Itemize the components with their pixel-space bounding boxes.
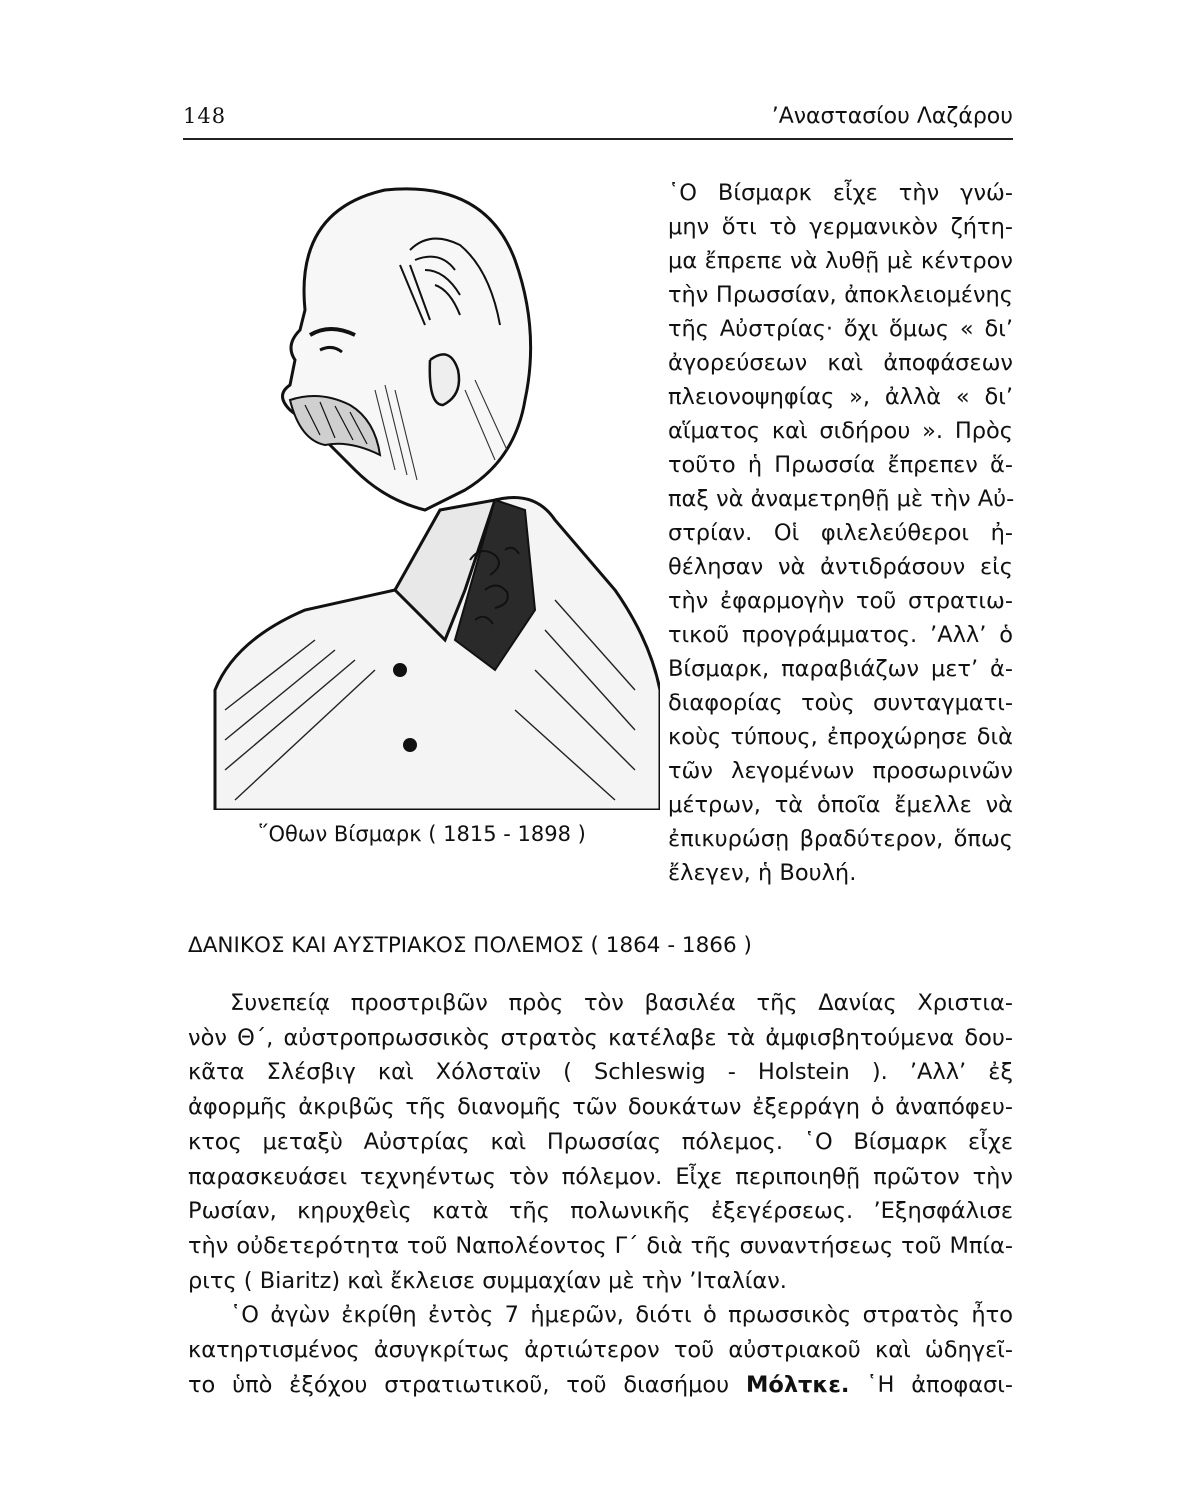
text-line: ἐπικυρώσῃ βραδύτερον, ὅπως	[668, 826, 1013, 852]
text-line: παρασκευάσει τεχνηέντως τὸν πόλεμον. Εἶχε περιποιηθῇ πρῶτον τὴν	[188, 1163, 1013, 1190]
text-fragment: το ὑπὸ ἐξόχου στρατιωτικοῦ, τοῦ διασήμου	[188, 1371, 730, 1398]
text-line-with-bold	[188, 1368, 1013, 1403]
text-line: τῆς Αὐστρίας· ὄχι ὅμως « δι’	[668, 316, 1013, 342]
coat-button	[403, 738, 417, 752]
text-line: τοῦτο ἡ Πρωσσία ἔπρεπεν ἅ-	[668, 452, 1013, 478]
text-line: τῶν λεγομένων προσωρινῶν	[668, 758, 1013, 784]
text-line: Ρωσίαν, κηρυχθεὶς κατὰ τῆς πολωνικῆς ἐξεγέρσεως. ’Εξησφάλισε	[188, 1198, 1013, 1225]
text-line: ἀγορεύσεων καὶ ἀποφάσεων	[668, 350, 1013, 376]
text-line: τὴν Πρωσσίαν, ἀποκλειομένης	[668, 282, 1013, 308]
running-head: ’Αναστασίου Λαζάρου	[771, 104, 1013, 129]
text-line: κᾶτα Σλέσβιγ καὶ Χόλσταϊν ( Schleswig - Holstein ). ’Αλλ’ ἐξ	[188, 1059, 1013, 1086]
text-line: μα ἔπρεπε νὰ λυθῇ μὲ κέντρον	[668, 248, 1013, 274]
page-number: 148	[183, 104, 227, 128]
bismarck-portrait-image	[195, 170, 660, 810]
text-line: κτος μεταξὺ Αὐστρίας καὶ Πρωσσίας πόλεμος. ῾Ο Βίσμαρκ εἶχε	[188, 1128, 1013, 1155]
text-line: τὴν οὐδετερότητα τοῦ Ναπολέοντος Γ΄ διὰ τῆς συναντήσεως τοῦ Μπία-	[188, 1232, 1013, 1259]
text-line: ἔλεγεν, ἡ Βουλή.	[668, 860, 857, 886]
text-line: Βίσμαρκ, παραβιάζων μετ’ ἀ-	[668, 656, 1013, 682]
text-line: αἵματος καὶ σιδήρου ». Πρὸς	[668, 418, 1013, 444]
text-line: ἀφορμῆς ἀκριβῶς τῆς διανομῆς τῶν δουκάτων ἐξερράγη ὁ ἀναπόφευ-	[188, 1094, 1013, 1121]
text-line: κατηρτισμένος ἀσυγκρίτως ἀρτιώτερον τοῦ αὐστριακοῦ καὶ ὡδηγεῖ-	[188, 1337, 1013, 1364]
text-line: ριτς ( Biaritz) καὶ ἔκλεισε συμμαχίαν μὲ τὴν ’Ιταλίαν.	[188, 1267, 787, 1294]
text-line: θέλησαν νὰ ἀντιδράσουν εἰς	[668, 554, 1013, 580]
section-body	[188, 986, 1013, 1402]
text-line: ῾Ο ἀγὼν ἐκρίθη ἐντὸς 7 ἡμερῶν, διότι ὁ πρωσσικὸς στρατὸς ἦτο	[230, 1302, 1013, 1329]
text-line: παξ νὰ ἀναμετρηθῇ μὲ τὴν Αὐ-	[668, 486, 1015, 512]
page-header	[183, 98, 1013, 140]
bold-name: Μόλτκε.	[745, 1371, 850, 1398]
text-line: ῾Ο Βίσμαρκ εἶχε τὴν γνώ-	[668, 180, 1013, 206]
head-shape	[283, 189, 531, 510]
text-line: μέτρων, τὰ ὁποῖα ἔμελλε νὰ	[668, 792, 1013, 818]
coat-button	[393, 663, 407, 677]
text-line: νὸν Θ΄, αὐστροπρωσσικὸς στρατὸς κατέλαβε τὰ ἀμφισβητούμενα δου-	[188, 1024, 1013, 1051]
text-line: στρίαν. Οἱ φιλελεύθεροι ἠ-	[668, 520, 1013, 546]
text-line: Συνεπείᾳ προστριβῶν πρὸς τὸν βασιλέα τῆς Δανίας Χριστια-	[230, 990, 1013, 1016]
section-heading: ΔΑΝΙΚΟΣ ΚΑΙ ΑΥΣΤΡΙΑΚΟΣ ΠΟΛΕΜΟΣ ( 1864 - 1866 )	[188, 933, 752, 958]
text-line: κοὺς τύπους, ἐπροχώρησε διὰ	[668, 724, 1013, 750]
text-line: τικοῦ προγράμματος. ’Αλλ’ ὁ	[668, 622, 1013, 648]
text-fragment: ῾Η ἀποφασι-	[866, 1371, 1014, 1398]
text-line: μην ὅτι τὸ γερμανικὸν ζήτη-	[668, 214, 1013, 240]
text-line: διαφορίας τοὺς συνταγματι-	[668, 690, 1013, 716]
text-line: πλειονοψηφίας », ἀλλὰ « δι’	[668, 384, 1013, 410]
figure-caption: ῞Οθων Βίσμαρκ ( 1815 - 1898 )	[258, 822, 586, 846]
side-paragraph	[668, 176, 1013, 890]
text-line: τὴν ἐφαρμογὴν τοῦ στρατιω-	[668, 588, 1013, 614]
